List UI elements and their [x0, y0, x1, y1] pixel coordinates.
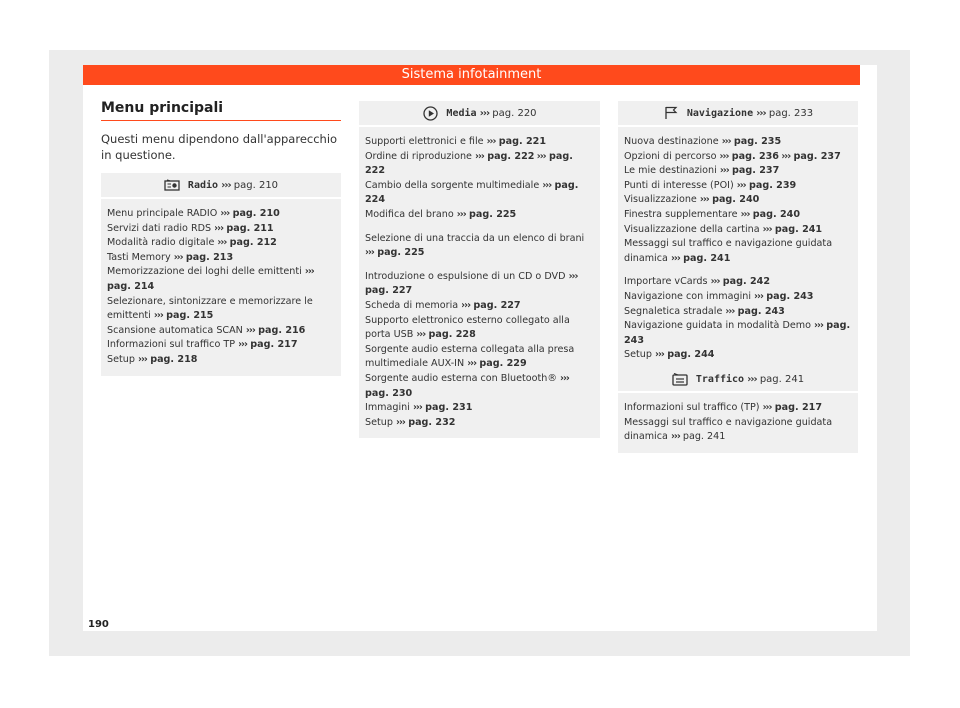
entry-text: Opzioni di percorso — [624, 150, 720, 162]
radio-icon — [164, 178, 180, 192]
entry-text: Informazioni sul traffico TP — [107, 339, 239, 351]
page-link[interactable]: pag. 241 — [679, 252, 731, 264]
media-menu-box — [359, 101, 600, 438]
entry-text: Scheda di memoria — [365, 299, 462, 311]
ref-arrow: ››› — [137, 353, 147, 365]
media-menu-name: Media — [446, 107, 477, 119]
section-title: Menu principali — [101, 100, 224, 116]
page-link[interactable]: pag. 224 — [365, 179, 579, 206]
ref-arrow: ››› — [416, 329, 426, 341]
ref-arrow: ››› — [740, 208, 750, 220]
ref-arrow: ››› — [762, 402, 772, 413]
navigazione-menu-box — [618, 101, 858, 371]
entry-text: Setup — [107, 353, 138, 365]
ref-arrow: ››› — [756, 107, 766, 119]
menu-entry — [107, 265, 335, 294]
list-gap — [365, 261, 594, 270]
entry-text: Punti di interesse (POI) — [624, 179, 737, 191]
page-link[interactable]: pag. 243 — [762, 290, 814, 302]
menu-entry — [365, 135, 594, 150]
page-link[interactable]: pag. 227 — [365, 285, 413, 297]
menu-entry — [624, 150, 852, 165]
entry-text: Scansione automatica SCAN — [107, 324, 246, 336]
menu-entry — [107, 324, 335, 339]
menu-entry — [107, 251, 335, 266]
page-link[interactable]: pag. 225 — [373, 247, 425, 259]
menu-entry — [624, 164, 852, 179]
menu-entry — [624, 401, 852, 416]
entry-text: Modalità radio digitale — [107, 237, 218, 249]
menu-entry — [107, 236, 335, 251]
ref-arrow: ››› — [486, 136, 496, 147]
entry-text: Cambio della sorgente multimediale — [365, 179, 543, 191]
entry-text: Messaggi sul traffico e navigazione guidata dinamica — [624, 416, 833, 443]
flag-icon — [663, 106, 679, 120]
navigazione-page-ref[interactable]: pag. 233 — [768, 107, 814, 119]
menu-entry — [107, 207, 335, 222]
ref-arrow: ››› — [568, 270, 578, 282]
entry-text: Introduzione o espulsione di un CD o DVD — [365, 270, 569, 282]
radio-page-ref[interactable]: pag. 210 — [233, 179, 279, 191]
entry-text: Segnaletica stradale — [624, 305, 726, 317]
menu-entry — [624, 305, 852, 320]
ref-arrow: ››› — [778, 150, 791, 162]
entry-text: Immagini — [365, 402, 413, 414]
traffico-menu-name: Traffico — [695, 373, 745, 385]
ref-arrow: ››› — [725, 305, 735, 317]
menu-entry — [624, 319, 852, 348]
page-link[interactable]: pag. 215 — [162, 310, 214, 322]
traffico-page-ref[interactable]: pag. 241 — [759, 373, 805, 385]
entry-text: Supporto elettronico esterno collegato alla porta USB — [365, 314, 570, 341]
ref-arrow: ››› — [304, 266, 314, 278]
entry-text: Sorgente audio esterna collegata alla presa multimediale AUX-IN — [365, 343, 575, 370]
ref-arrow: ››› — [542, 179, 552, 191]
menu-entry — [624, 275, 852, 290]
page-link[interactable]: pag. 244 — [663, 349, 715, 361]
page-link[interactable]: pag. 232 — [404, 416, 456, 428]
entry-text: Setup — [365, 416, 396, 428]
page-number: 190 — [88, 619, 109, 630]
ref-arrow: ››› — [754, 290, 763, 302]
page-link[interactable]: pag. 217 — [771, 402, 822, 413]
traffico-menu-box — [618, 367, 858, 453]
menu-entry — [365, 314, 594, 343]
menu-entry — [365, 270, 594, 299]
page-link[interactable]: pag. 240 — [708, 194, 760, 206]
page-link[interactable]: pag. 240 — [749, 208, 801, 220]
menu-entry — [365, 232, 594, 261]
entry-text: Informazioni sul traffico (TP) — [624, 402, 763, 413]
navigazione-menu-name: Navigazione — [686, 107, 754, 119]
media-box-header — [359, 101, 600, 127]
ref-arrow: ››› — [719, 150, 729, 162]
ref-arrow: ››› — [534, 150, 546, 162]
menu-entry — [624, 348, 852, 363]
title-divider — [101, 120, 341, 121]
ref-arrow: ››› — [220, 208, 230, 219]
page-link[interactable]: pag. 218 — [146, 353, 198, 365]
ref-arrow: ››› — [153, 310, 163, 322]
menu-entry — [624, 135, 852, 150]
menu-entry — [624, 208, 852, 223]
traffico-items — [618, 393, 858, 453]
entry-text: Visualizzazione della cartina — [624, 223, 763, 235]
page-link[interactable]: pag. 221 — [495, 136, 547, 147]
ref-arrow: ››› — [736, 179, 746, 191]
page-link[interactable]: pag. 212 — [226, 237, 277, 249]
menu-entry — [107, 222, 335, 237]
page-link[interactable]: pag. 222 — [365, 150, 573, 177]
ref-arrow: ››› — [670, 252, 680, 264]
chapter-header: Sistema infotainment — [83, 65, 860, 85]
page-link[interactable]: pag. 214 — [107, 280, 155, 292]
menu-entry — [365, 372, 594, 401]
page-link[interactable]: pag. 236 — [728, 150, 779, 162]
page-link[interactable]: pag. 216 — [254, 324, 306, 336]
menu-entry — [365, 299, 594, 314]
entry-text: Le mie destinazioni — [624, 165, 720, 177]
page-link[interactable]: pag. 211 — [223, 222, 274, 234]
ref-arrow: ››› — [461, 299, 471, 311]
page-link[interactable]: pag. 225 — [465, 208, 517, 220]
menu-entry — [365, 401, 594, 416]
page-link[interactable]: pag. 239 — [745, 179, 797, 191]
entry-text: Setup — [624, 349, 655, 361]
entry-text: Messaggi sul traffico e navigazione guidata dinamica — [624, 238, 833, 264]
menu-entry — [107, 295, 335, 324]
menu-entry — [365, 208, 594, 223]
menu-entry — [365, 179, 594, 208]
page-link[interactable]: pag. 228 — [425, 329, 476, 341]
radio-menu-name: Radio — [187, 179, 219, 191]
entry-text: Memorizzazione dei loghi delle emittenti — [107, 266, 305, 278]
page-link[interactable]: pag. 227 — [470, 299, 521, 311]
page-link[interactable]: pag. 231 — [421, 402, 473, 414]
entry-text: Nuova destinazione — [624, 136, 722, 147]
entry-text: Finestra supplementare — [624, 208, 741, 220]
radio-box-header — [101, 173, 341, 199]
menu-entry — [365, 150, 594, 179]
ref-arrow: ››› — [456, 208, 466, 220]
page-link[interactable]: pag. 222 — [483, 150, 535, 162]
ref-arrow: ››› — [412, 402, 422, 414]
ref-arrow: ››› — [214, 222, 224, 234]
ref-arrow: ››› — [710, 276, 720, 288]
page-link[interactable]: pag. 237 — [790, 150, 841, 162]
ref-arrow: ››› — [245, 324, 255, 336]
entry-text: Sorgente audio esterna con Bluetooth® — [365, 372, 560, 384]
entry-text: Servizi dati radio RDS — [107, 222, 215, 234]
list-gap — [624, 266, 852, 275]
entry-text: Modifica del brano — [365, 208, 457, 220]
play-icon — [422, 106, 438, 120]
traffico-box-header — [618, 367, 858, 393]
ref-arrow: ››› — [238, 339, 247, 351]
ref-arrow: ››› — [721, 136, 731, 147]
entry-text: Selezione di una traccia da un elenco di brani — [365, 232, 585, 244]
radio-menu-box — [101, 173, 341, 376]
ref-arrow: ››› — [654, 349, 664, 361]
section-intro: Questi menu dipendono dall'apparecchio in questione. — [101, 132, 338, 162]
entry-text: Menu principale RADIO — [107, 208, 221, 219]
entry-text: Navigazione con immagini — [624, 290, 755, 302]
page-link[interactable]: pag. 213 — [182, 251, 234, 263]
menu-entry — [624, 193, 852, 208]
ref-arrow: ››› — [699, 194, 709, 206]
ref-arrow: ››› — [395, 416, 405, 428]
page-link[interactable]: pag. 242 — [719, 276, 771, 288]
radio-items — [101, 199, 341, 376]
entry-text: Selezionare, sintonizzare e memorizzare le emittenti — [107, 295, 313, 322]
entry-text: Ordine di riproduzione — [365, 150, 475, 162]
ref-arrow: ››› — [762, 223, 772, 235]
menu-entry — [624, 179, 852, 194]
page-link[interactable]: pag. 229 — [476, 358, 527, 370]
menu-entry — [107, 338, 335, 353]
menu-entry — [624, 290, 852, 305]
page-link[interactable]: pag. 230 — [365, 387, 413, 399]
navigazione-box-header — [618, 101, 858, 127]
entry-text: Supporti elettronici e file — [365, 136, 487, 147]
ref-arrow: ››› — [467, 358, 477, 370]
page-link[interactable]: pag. 237 — [728, 165, 780, 177]
menu-entry — [365, 343, 594, 372]
ref-arrow: ››› — [221, 179, 231, 191]
entry-text: Importare vCards — [624, 276, 711, 288]
ref-arrow: ››› — [217, 237, 227, 249]
menu-entry — [365, 416, 594, 431]
menu-entry — [107, 353, 335, 368]
ref-arrow: ››› — [479, 107, 490, 119]
traffic-icon — [672, 372, 688, 386]
list-gap — [365, 223, 594, 232]
media-page-ref[interactable]: pag. 220 — [492, 107, 537, 119]
entry-text: Navigazione guidata in modalità Demo — [624, 320, 815, 332]
page-link[interactable]: pag. 241 — [771, 223, 823, 235]
page-link[interactable]: pag. 210 — [229, 208, 280, 219]
page-link[interactable]: pag. 241 — [679, 431, 726, 443]
page-link[interactable]: pag. 235 — [730, 136, 782, 147]
navigazione-items — [618, 127, 858, 371]
menu-entry — [624, 237, 852, 266]
ref-arrow: ››› — [560, 372, 569, 384]
entry-text: Tasti Memory — [107, 251, 174, 263]
page-link[interactable]: pag. 217 — [246, 339, 298, 351]
menu-entry — [624, 416, 852, 445]
ref-arrow: ››› — [475, 150, 484, 162]
ref-arrow: ››› — [719, 165, 729, 177]
media-items — [359, 127, 600, 438]
entry-text: Visualizzazione — [624, 194, 700, 206]
ref-arrow: ››› — [814, 320, 823, 332]
ref-arrow: ››› — [173, 251, 183, 263]
page-link[interactable]: pag. 243 — [624, 320, 851, 346]
ref-arrow: ››› — [670, 431, 680, 443]
ref-arrow: ››› — [747, 373, 757, 385]
menu-entry — [624, 223, 852, 238]
ref-arrow: ››› — [365, 247, 374, 259]
page-link[interactable]: pag. 243 — [734, 305, 785, 317]
